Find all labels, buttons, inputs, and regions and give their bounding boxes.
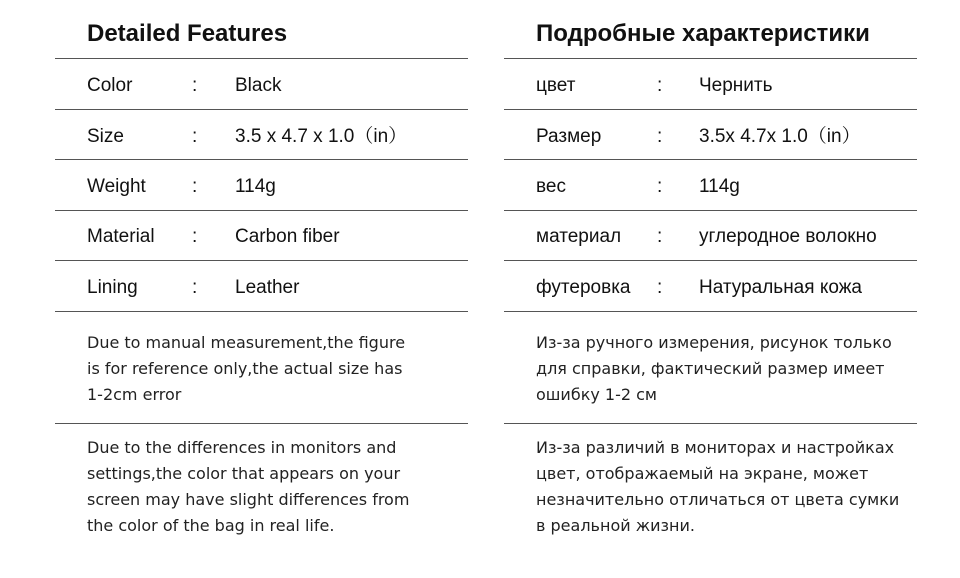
feature-label: цвет [536,75,576,96]
feature-label: Size [87,126,124,147]
measurement-note: Из-за ручного измерения, рисунок только для справки, фактический размер имеет ошибку 1-2 см [536,333,892,404]
features-title: Detailed Features [87,20,288,47]
feature-row-color [504,59,917,109]
feature-label: материал [536,226,622,247]
feature-label: Lining [87,277,138,298]
feature-value: 3.5 x 4.7 x 1.0（in） [235,126,408,147]
divider [504,423,917,424]
measurement-note: Due to manual measurement,the figure is for reference only,the actual size has 1-2cm error [87,333,406,404]
feature-label: Размер [536,126,602,147]
feature-label: футеровка [536,277,631,298]
feature-separator: : [192,126,198,147]
feature-row-lining [504,261,917,311]
feature-row-lining [55,261,468,311]
features-title: Подробные характеристики [536,20,870,47]
divider [55,311,468,312]
feature-value: Натуральная кожа [699,277,862,298]
feature-value: Leather [235,277,300,298]
color-note: Из-за различий в мониторах и настройках цвет, отображаемый на экране, может незначительно отличаться от цвета сумки в реальной жизни. [536,438,900,535]
divider [55,423,468,424]
feature-value: 114g [235,176,276,197]
feature-row-material [504,210,917,260]
feature-separator: : [657,75,663,96]
feature-separator: : [657,126,663,147]
feature-separator: : [192,176,198,197]
feature-row-weight [504,160,917,210]
feature-label: Weight [87,176,146,197]
feature-label: Color [87,75,133,96]
feature-label: вес [536,176,566,197]
feature-separator: : [192,226,198,247]
feature-separator: : [657,277,663,298]
feature-separator: : [657,176,663,197]
feature-label: Material [87,226,155,247]
feature-value: 3.5x 4.7x 1.0（in） [699,126,861,147]
feature-value: 114g [699,176,740,197]
feature-separator: : [657,226,663,247]
color-note: Due to the differences in monitors and settings,the color that appears on your screen may have slight differences from the color of the bag in real life. [87,438,410,535]
feature-value: Black [235,75,282,96]
feature-value: Чернить [699,75,773,96]
feature-row-color [55,59,468,109]
feature-value: Carbon fiber [235,226,340,247]
feature-separator: : [192,277,198,298]
feature-row-size [504,110,917,160]
feature-row-size [55,110,468,160]
feature-value: углеродное волокно [699,226,877,247]
feature-row-material [55,210,468,260]
feature-row-weight [55,160,468,210]
divider [504,311,917,312]
feature-separator: : [192,75,198,96]
